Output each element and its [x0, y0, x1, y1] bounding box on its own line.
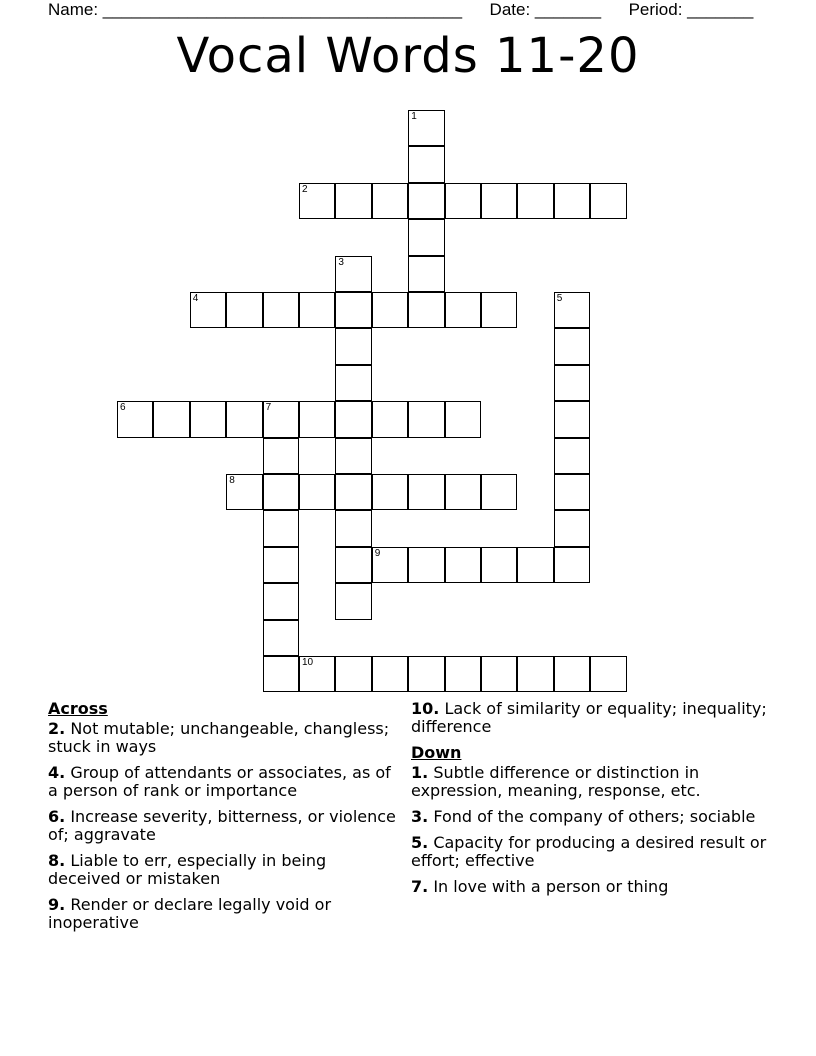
across-clue-8: [48, 852, 398, 888]
across-clue-10: [411, 700, 771, 736]
clue-number: 9.: [48, 895, 66, 914]
clue-text: In love with a person or thing: [433, 877, 669, 896]
grid-cell[interactable]: [372, 183, 408, 219]
grid-cell[interactable]: [153, 401, 189, 437]
down-clue-7: [411, 878, 771, 896]
grid-cell[interactable]: [554, 656, 590, 692]
cell-number: 9: [374, 547, 381, 559]
clue-number: 10.: [411, 699, 440, 718]
grid-cell[interactable]: [335, 401, 371, 437]
clue-text: Capacity for producing a desired result or effort; effective: [411, 833, 767, 870]
page-title: Vocal Words 11-20: [176, 28, 640, 84]
grid-cell[interactable]: [117, 401, 153, 437]
grid-cell[interactable]: [554, 438, 590, 474]
grid-cell[interactable]: [226, 401, 262, 437]
grid-cell[interactable]: [335, 583, 371, 619]
date-field-label[interactable]: Date: _______: [489, 0, 602, 19]
grid-cell[interactable]: [335, 183, 371, 219]
grid-cell[interactable]: [408, 256, 444, 292]
clue-column-left: [48, 700, 398, 940]
grid-cell[interactable]: [445, 547, 481, 583]
across-clue-4: [48, 764, 398, 800]
grid-cell[interactable]: [408, 547, 444, 583]
grid-cell[interactable]: [263, 583, 299, 619]
cell-number: 5: [556, 293, 563, 304]
grid-cell[interactable]: [408, 474, 444, 510]
cell-number: 10: [302, 657, 314, 668]
clue-number: 1.: [411, 763, 429, 782]
clue-text: Not mutable; unchangeable, changless; stuck in ways: [48, 719, 390, 756]
clue-text: Lack of similarity or equality; inequality; difference: [411, 699, 767, 736]
down-heading: Down: [411, 743, 462, 762]
grid-cell[interactable]: [408, 656, 444, 692]
grid-cell[interactable]: [263, 401, 299, 437]
cell-number: 8: [229, 475, 235, 486]
grid-cell[interactable]: [263, 474, 299, 510]
grid-cell[interactable]: [263, 620, 299, 656]
grid-cell[interactable]: [299, 401, 335, 437]
grid-cell[interactable]: [517, 183, 553, 219]
grid-cell[interactable]: [299, 183, 335, 219]
cell-number: 4: [192, 293, 199, 304]
grid-cell[interactable]: [481, 547, 517, 583]
grid-cell[interactable]: [372, 401, 408, 437]
down-clue-1: [411, 764, 771, 800]
down-clue-5: [411, 834, 771, 870]
grid-cell[interactable]: [481, 474, 517, 510]
across-clue-2: [48, 720, 398, 756]
grid-cell[interactable]: [190, 401, 226, 437]
clue-text: Group of attendants or associates, as of a person of rank or importance: [48, 763, 391, 800]
clue-text: Subtle difference or distinction in expression, meaning, response, etc.: [411, 763, 701, 800]
grid-cell[interactable]: [226, 474, 262, 510]
grid-cell[interactable]: [335, 547, 371, 583]
across-clue-9: [48, 896, 398, 932]
grid-cell[interactable]: [481, 656, 517, 692]
cell-number: 7: [265, 402, 272, 414]
grid-cell[interactable]: [554, 547, 590, 583]
grid-cell[interactable]: [335, 656, 371, 692]
down-clue-3: [411, 808, 771, 826]
clue-number: 3.: [411, 807, 429, 826]
grid-cell[interactable]: [263, 656, 299, 692]
grid-cell[interactable]: [335, 438, 371, 474]
cell-number: 1: [411, 111, 417, 122]
grid-cell[interactable]: [408, 146, 444, 182]
grid-cell[interactable]: [299, 474, 335, 510]
grid-cell[interactable]: [554, 183, 590, 219]
clue-number: 7.: [411, 877, 429, 896]
grid-cell[interactable]: [517, 656, 553, 692]
grid-cell[interactable]: [554, 292, 590, 328]
grid-cell[interactable]: [554, 510, 590, 546]
grid-cell[interactable]: [263, 438, 299, 474]
grid-cell[interactable]: [590, 656, 626, 692]
across-heading: Across: [48, 699, 108, 718]
grid-cell[interactable]: [299, 292, 335, 328]
cell-number: 3: [338, 256, 344, 268]
clue-number: 6.: [48, 807, 66, 826]
grid-cell[interactable]: [445, 183, 481, 219]
clue-column-right: [411, 700, 771, 904]
grid-cell[interactable]: [263, 547, 299, 583]
grid-cell[interactable]: [372, 474, 408, 510]
grid-cell[interactable]: [299, 656, 335, 692]
clue-number: 2.: [48, 719, 66, 738]
grid-cell[interactable]: [335, 510, 371, 546]
grid-cell[interactable]: [481, 292, 517, 328]
grid-cell[interactable]: [372, 656, 408, 692]
grid-cell[interactable]: [335, 292, 371, 328]
grid-cell[interactable]: [554, 474, 590, 510]
grid-cell[interactable]: [590, 183, 626, 219]
clue-text: Fond of the company of others; sociable: [433, 807, 756, 826]
grid-cell[interactable]: [408, 183, 444, 219]
grid-cell[interactable]: [481, 183, 517, 219]
clue-number: 5.: [411, 833, 429, 852]
cell-number: 2: [302, 183, 308, 195]
grid-cell[interactable]: [554, 328, 590, 364]
grid-cell[interactable]: [517, 547, 553, 583]
grid-cell[interactable]: [335, 256, 371, 292]
grid-cell[interactable]: [335, 474, 371, 510]
period-field-label[interactable]: Period: _______: [628, 0, 754, 19]
grid-cell[interactable]: [408, 219, 444, 255]
grid-cell[interactable]: [372, 292, 408, 328]
clue-number: 4.: [48, 763, 66, 782]
grid-cell[interactable]: [408, 292, 444, 328]
grid-cell[interactable]: [445, 474, 481, 510]
name-field-label[interactable]: Name: ______________________________________: [48, 0, 463, 19]
grid-cell[interactable]: [335, 328, 371, 364]
grid-cell[interactable]: [408, 110, 444, 146]
clue-number: 8.: [48, 851, 66, 870]
grid-cell[interactable]: [190, 292, 226, 328]
grid-cell[interactable]: [372, 547, 408, 583]
clue-text: Increase severity, bitterness, or violence of; aggravate: [48, 807, 396, 844]
grid-cell[interactable]: [554, 365, 590, 401]
grid-cell[interactable]: [408, 401, 444, 437]
cell-number: 6: [120, 402, 126, 414]
grid-cell[interactable]: [445, 292, 481, 328]
grid-cell[interactable]: [226, 292, 262, 328]
grid-cell[interactable]: [445, 401, 481, 437]
grid-cell[interactable]: [263, 292, 299, 328]
grid-cell[interactable]: [263, 510, 299, 546]
grid-cell[interactable]: [445, 656, 481, 692]
grid-cell[interactable]: [335, 365, 371, 401]
clue-text: Liable to err, especially in being deceived or mistaken: [48, 851, 327, 888]
across-clue-6: [48, 808, 398, 844]
grid-cell[interactable]: [554, 401, 590, 437]
clue-text: Render or declare legally void or inoperative: [48, 895, 332, 932]
